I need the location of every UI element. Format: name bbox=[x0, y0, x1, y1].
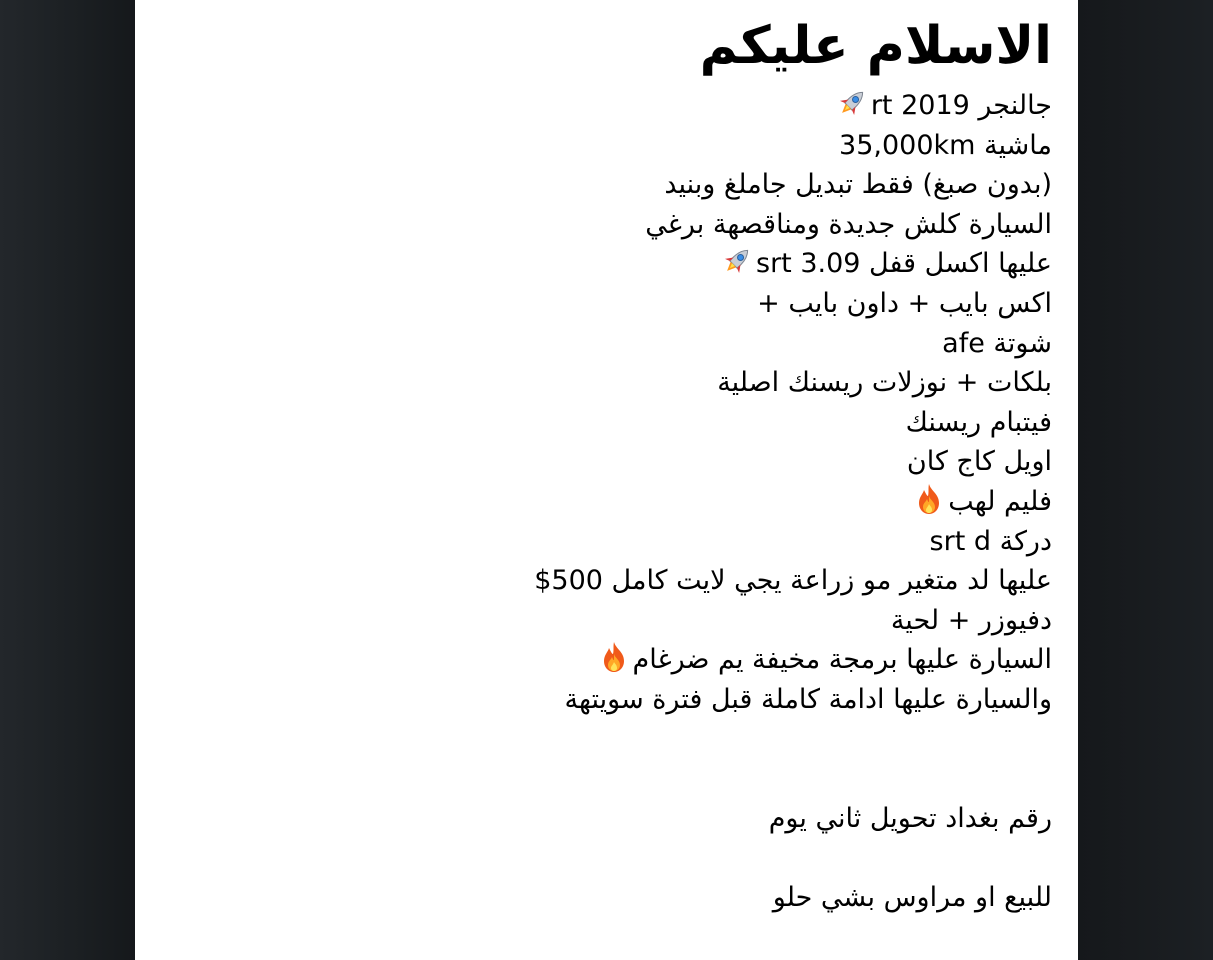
note-body bbox=[152, 0, 1052, 917]
fire-icon bbox=[912, 482, 946, 516]
note-line: عليها لد متغير مو زراعة يجي لايت كامل 500$ bbox=[534, 565, 1052, 597]
rocket-icon bbox=[835, 86, 869, 120]
note-title: الاسلام عليكم bbox=[699, 16, 1052, 76]
note-line: فليم لهب bbox=[152, 482, 1052, 522]
blank-line bbox=[152, 720, 1052, 760]
left-dark-margin bbox=[0, 0, 135, 960]
note-line: السيارة عليها برمجة مخيفة يم ضرغام bbox=[152, 640, 1052, 680]
note-line: دفيوزر + لحية bbox=[890, 604, 1052, 636]
note-line: عليها اكسل قفل srt 3.09 bbox=[152, 244, 1052, 284]
blank-line bbox=[152, 838, 1052, 878]
note-line: دركة srt d bbox=[929, 525, 1052, 557]
note-line: اويل كاج كان bbox=[906, 446, 1052, 478]
blank-line bbox=[152, 759, 1052, 799]
fire-icon bbox=[597, 640, 631, 674]
note-line: (بدون صبغ) فقط تبديل جاملغ وبنيد bbox=[664, 169, 1052, 201]
note-line: ماشية 35,000km bbox=[839, 129, 1052, 161]
note-line: فيتبام ريسنك bbox=[905, 406, 1052, 438]
note-line: شوتة afe bbox=[942, 327, 1052, 359]
note-line: السيارة كلش جديدة ومناقصهة برغي bbox=[645, 208, 1052, 240]
note-line: والسيارة عليها ادامة كاملة قبل فترة سويتهة bbox=[564, 683, 1052, 715]
note-line: جالنجر rt 2019 bbox=[152, 86, 1052, 126]
right-dark-margin bbox=[1078, 0, 1213, 960]
closing-line: للبيع او مراوس بشي حلو bbox=[772, 881, 1052, 913]
note-line: بلكات + نوزلات ريسنك اصلية bbox=[717, 367, 1052, 399]
note-line: اكس بايب + داون بايب + bbox=[757, 287, 1052, 319]
rocket-icon bbox=[720, 244, 754, 278]
contact-line: رقم بغداد تحويل ثاني يوم bbox=[768, 802, 1052, 834]
note-page bbox=[135, 0, 1078, 960]
